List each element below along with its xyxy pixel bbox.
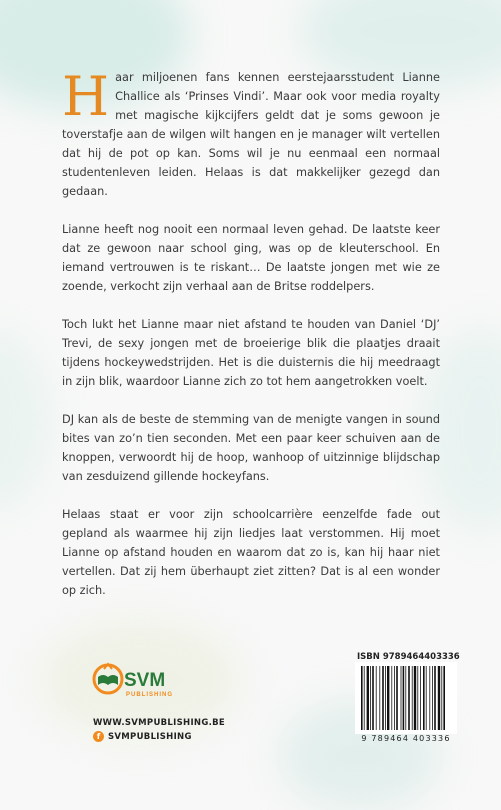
blurb-paragraph-2: Lianne heeft nog nooit een normaal leven gehad. De laatste keer dat ze gewoon naar school ging, was op de kleuterschool. En iemand vertrouwen is te riskant… De laatste jongen met wie ze zoende, verkocht zijn verhaal aan de Britse roddelpers.: [62, 223, 440, 293]
facebook-handle: SVMPUBLISHING: [108, 731, 192, 742]
barcode-bar: [364, 666, 365, 730]
barcode-bar: [441, 666, 442, 730]
blurb-paragraph-3: Toch lukt het Lianne maar niet afstand te houden van Daniel ‘DJ’ Trevi, de sexy jongen met de broeierige blik die plaatjes draait tijdens hockeywedstrijden. Het is die duisternis die hij meedraagt in zijn blik, waardoor Lianne zich zo tot hem aangetrokken voelt.: [62, 318, 440, 388]
barcode-digits: 9 789464 403336: [361, 734, 451, 743]
barcode-bar: [376, 666, 377, 730]
barcode-bar: [403, 666, 405, 730]
barcode-bar: [396, 666, 398, 730]
barcode-bar: [408, 666, 410, 730]
barcode-bar: [382, 666, 384, 730]
barcode-bar: [391, 666, 392, 730]
watercolor-wash: [0, 330, 50, 510]
blurb-paragraph-1: [62, 65, 440, 201]
barcode-bar: [387, 666, 389, 730]
barcode-bar: [438, 666, 440, 730]
barcode-bar: [370, 666, 371, 730]
drop-cap: H: [62, 65, 110, 128]
blurb-paragraph-4: DJ kan als de beste de stemming van de menigte vangen in sound bites van zo’n tien seconden. Met een paar keer schuiven aan de knoppen, verwoordt hij de hoop, wanhoop of uitzinnige blijdschap van zesduizend gillende hockeyfans.: [62, 413, 440, 483]
barcode-bars: [355, 662, 457, 734]
svm-publishing-logo: [90, 655, 190, 707]
barcode-bar: [429, 666, 430, 730]
blurb-paragraph-5: Helaas staat er voor zijn schoolcarrière eenzelfde fade out gepland als waarmee hij zijn liedjes laat verstommen. Hij moet Lianne op afstand houden en waarom dat zo is, kan hij haar niet vertellen. Dat zij hem überhaupt ziet zitten? Dat is al een wonder op zich.: [62, 508, 440, 597]
barcode-bar: [434, 666, 436, 730]
blurb-paragraph-1-text: aar miljoenen fans kennen eerstejaarsstudent Lianne Challice als ‘Prinses Vindi’. Maar ook voor media royalty met magische kijkcijfers geldt dat je soms gewoon je toverstafje aan de wilgen wilt hangen en je manager wilt vertellen dat hij de pot op kan. Soms wil je nu eenmaal een normaal studentenleven leiden. Helaas is dat makkelijker gezegd dan gedaan.: [62, 71, 440, 198]
barcode-bar: [361, 666, 363, 730]
barcode-bar: [401, 666, 402, 730]
blurb: [62, 65, 440, 619]
barcode-bar: [379, 666, 380, 730]
logo-text: SVM: [124, 670, 166, 691]
isbn-label: ISBN 9789464403336: [357, 652, 460, 662]
barcode-bar: [385, 666, 386, 730]
barcode-bar: [426, 666, 427, 730]
barcode-bar: [405, 666, 406, 730]
barcode-bar: [432, 666, 433, 730]
barcode-bar: [423, 666, 425, 730]
barcode-bar: [414, 666, 416, 730]
barcode-bar: [443, 666, 445, 730]
barcode: [355, 662, 457, 734]
barcode-bar: [372, 666, 374, 730]
facebook-icon: f: [93, 731, 104, 742]
logo-subtext: PUBLISHING: [126, 692, 174, 698]
barcode-bar: [394, 666, 395, 730]
barcode-bar: [367, 666, 369, 730]
website-link[interactable]: WWW.SVMPUBLISHING.BE: [93, 718, 226, 728]
barcode-bar: [412, 666, 413, 730]
facebook-link[interactable]: [93, 731, 192, 742]
barcode-bar: [420, 666, 421, 730]
barcode-bar: [417, 666, 418, 730]
